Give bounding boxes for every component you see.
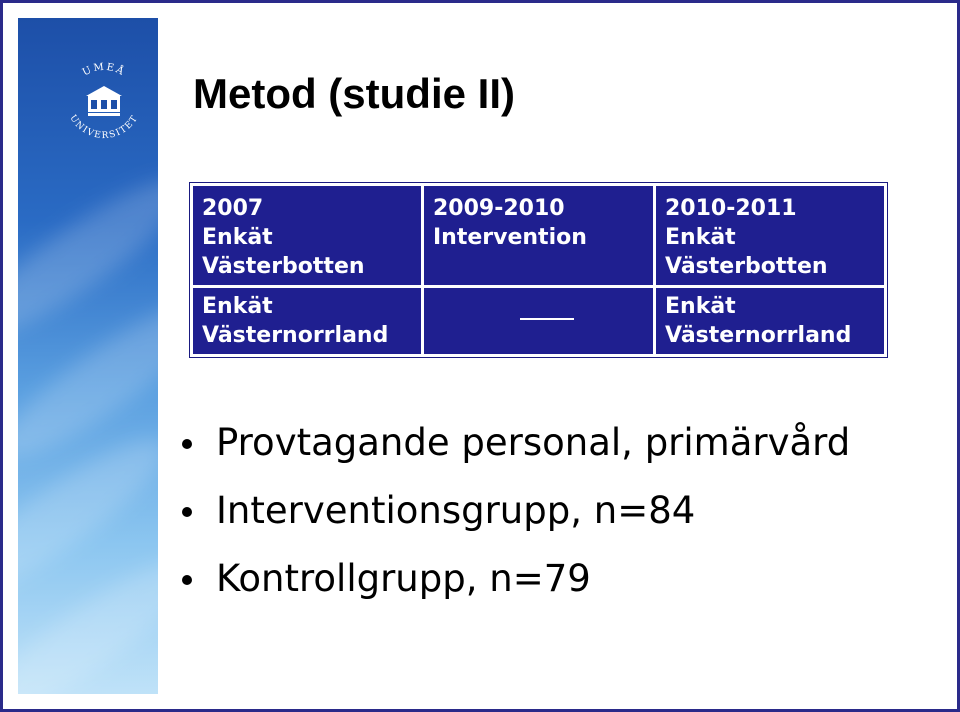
bullet-item xyxy=(180,556,850,624)
bullet-item xyxy=(180,488,850,556)
cell-line: Västernorrland xyxy=(202,323,389,348)
table-cell-2010-2011 xyxy=(656,186,884,285)
logo-text-bottom: UNIVERSITET xyxy=(67,113,141,142)
bullet-dot-icon xyxy=(182,507,192,517)
cell-line: 2009-2010 xyxy=(433,196,565,221)
side-panel xyxy=(18,18,158,694)
cell-line: Västerbotten xyxy=(665,254,828,279)
logo-text-top: UMEÅ xyxy=(80,61,128,79)
table-row xyxy=(193,186,884,285)
cell-line: Västerbotten xyxy=(202,254,365,279)
bullet-list xyxy=(180,420,850,624)
bullet-text: Provtagande personal, primärvård xyxy=(216,421,851,464)
cell-line: 2010-2011 xyxy=(665,196,797,221)
slide-title: Metod (studie II) xyxy=(193,70,515,117)
table-cell-vasternorrland-2010-2011 xyxy=(656,288,884,354)
blank-line xyxy=(520,292,574,320)
cell-line: Enkät xyxy=(202,294,273,319)
bullet-text: Kontrollgrupp, n=79 xyxy=(216,557,591,600)
cell-line: Intervention xyxy=(433,225,587,250)
cell-line: Enkät xyxy=(665,294,736,319)
bullet-dot-icon xyxy=(182,439,192,449)
umea-universitet-logo xyxy=(58,56,150,148)
bullet-item xyxy=(180,420,850,488)
table-cell-intervention xyxy=(424,186,653,285)
bullet-text: Interventionsgrupp, n=84 xyxy=(216,489,696,532)
cell-line: Enkät xyxy=(202,225,273,250)
cell-line: Västernorrland xyxy=(665,323,852,348)
table-cell-empty xyxy=(424,288,653,354)
study-design-table xyxy=(189,182,888,358)
cell-line: Enkät xyxy=(665,225,736,250)
logo-building-icon xyxy=(86,86,122,116)
table-row xyxy=(193,288,884,354)
bullet-dot-icon xyxy=(182,575,192,585)
table-cell-vasternorrland-2007 xyxy=(193,288,421,354)
cell-line: 2007 xyxy=(202,196,264,221)
table-cell-2007 xyxy=(193,186,421,285)
